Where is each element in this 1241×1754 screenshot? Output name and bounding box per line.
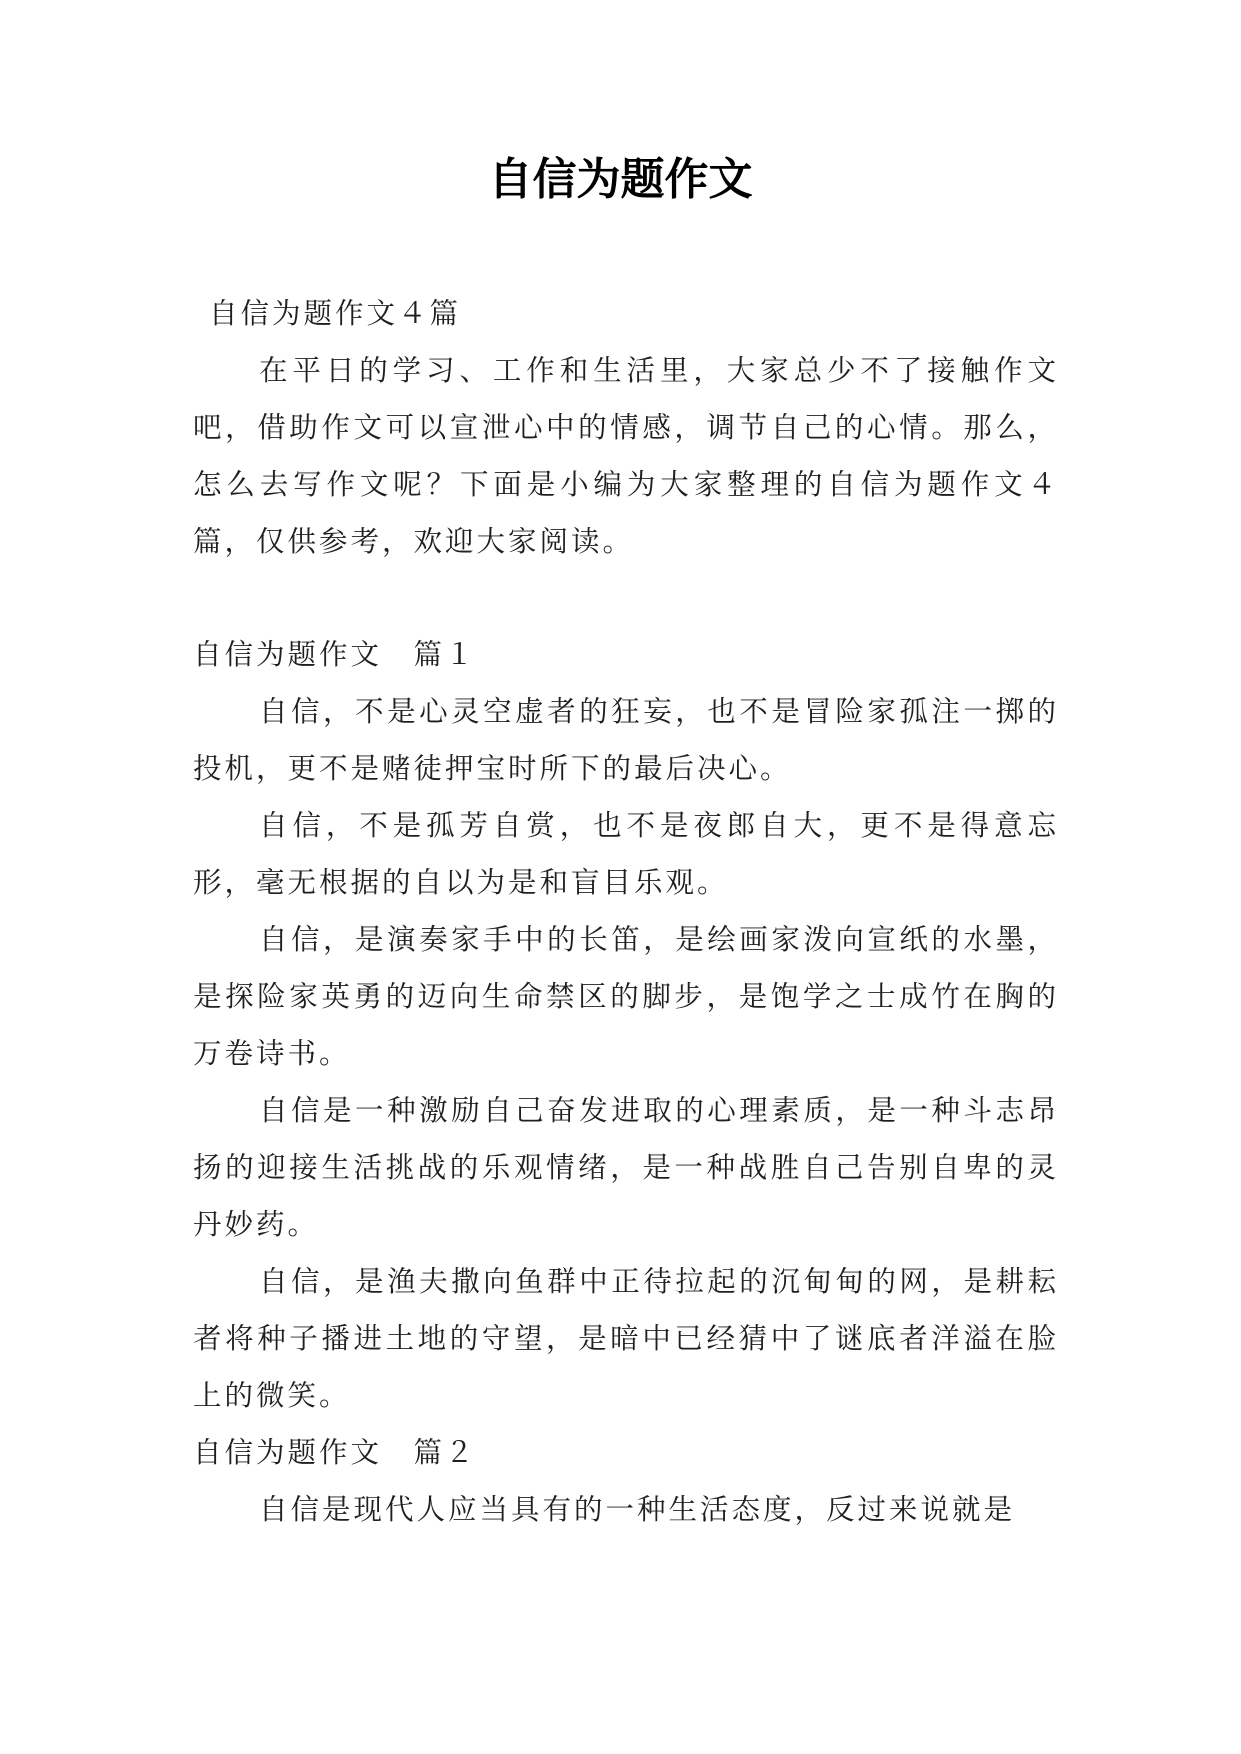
body-paragraph: 自信是现代人应当具有的一种生活态度，反过来说就是 — [259, 1493, 1016, 1526]
body-paragraph: 自信，是演奏家手中的长笛，是绘画家泼向宣纸的水墨，是探险家英勇的迈向生命禁区的脚步，是饱学之士成竹在胸的万卷诗书。 — [193, 923, 1059, 1070]
body-paragraph: 自信，不是心灵空虚者的狂妄，也不是冒险家孤注一掷的投机，更不是赌徒押宝时所下的最后决心。 — [193, 695, 1059, 785]
document-body — [193, 285, 1059, 1538]
document-title: 自信为题作文 — [488, 154, 753, 205]
section-heading: 自信为题作文 篇１ — [193, 638, 477, 671]
intro-paragraph: 在平日的学习、工作和生活里，大家总少不了接触作文吧，借助作文可以宣泄心中的情感，调节自己的心情。那么，怎么去写作文呢？下面是小编为大家整理的自信为题作文４篇，仅供参考，欢迎大家阅读。 — [193, 354, 1059, 558]
body-paragraph: 自信，不是孤芳自赏，也不是夜郎自大，更不是得意忘形，毫无根据的自以为是和盲目乐观。 — [193, 809, 1059, 899]
body-paragraph: 自信，是渔夫撒向鱼群中正待拉起的沉甸甸的网，是耕耘者将种子播进土地的守望，是暗中已经猜中了谜底者洋溢在脸上的微笑。 — [193, 1265, 1059, 1412]
document-subtitle: 自信为题作文４篇 — [209, 297, 462, 330]
section-spacer — [193, 570, 1059, 626]
body-paragraph: 自信是一种激励自己奋发进取的心理素质，是一种斗志昂扬的迎接生活挑战的乐观情绪，是一种战胜自己告别自卑的灵丹妙药。 — [193, 1094, 1059, 1241]
section-heading: 自信为题作文 篇２ — [193, 1436, 477, 1469]
